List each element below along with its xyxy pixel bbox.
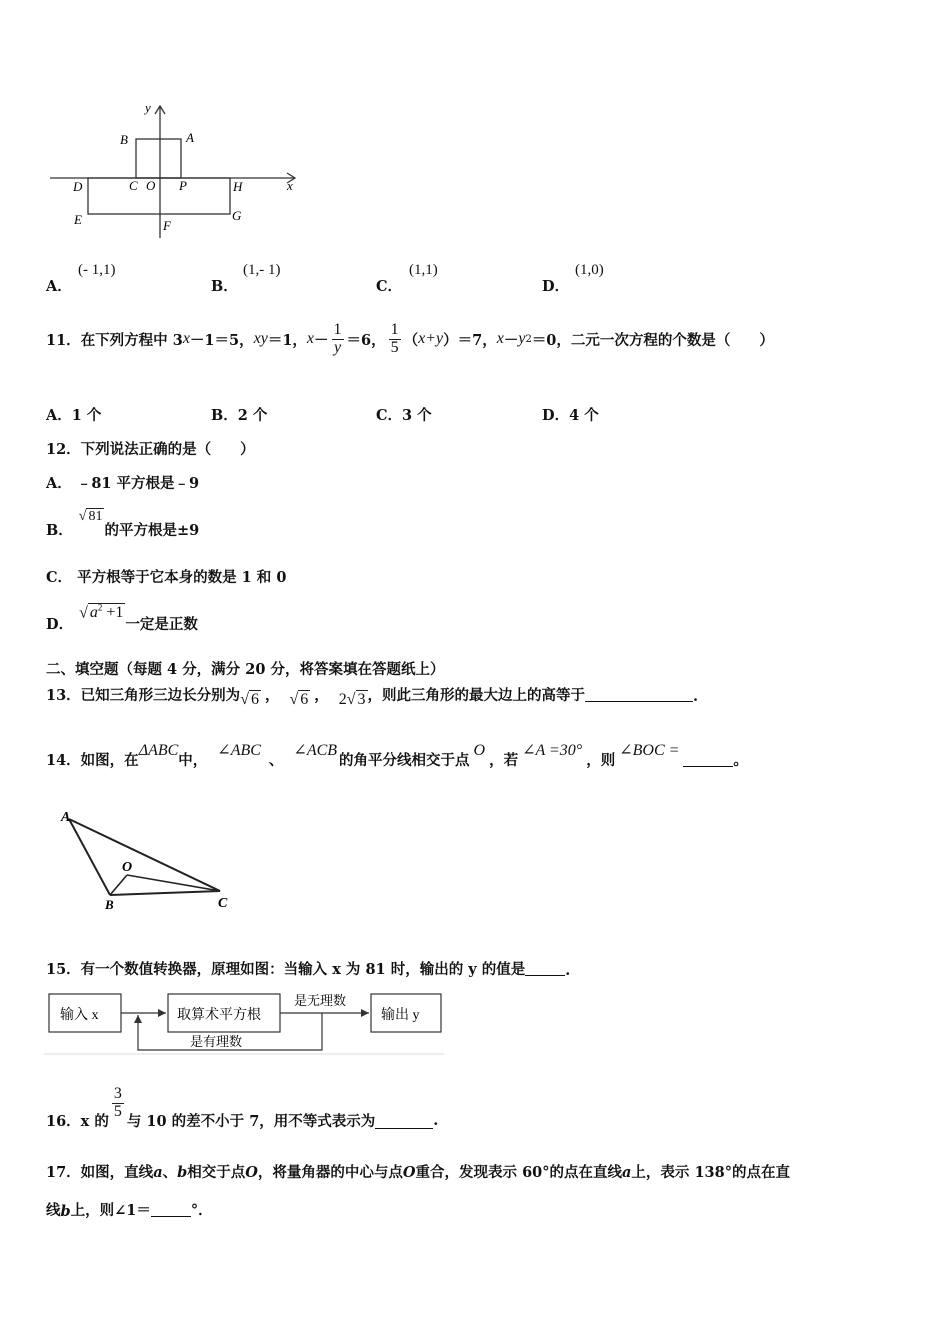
q10-option-d-value: (1,0) <box>575 262 604 278</box>
label-A: A <box>186 130 194 145</box>
q17-text: 、 <box>162 1164 178 1181</box>
label-O: O <box>146 178 156 193</box>
q17-text: ，将量角器的中心与点 <box>257 1164 403 1181</box>
q16-text: . <box>433 1112 439 1129</box>
q10-option-b-value: (1,- 1) <box>243 262 281 278</box>
point-o: O <box>245 1164 258 1181</box>
q14-text: ，则 <box>586 752 616 769</box>
q14-text: 。 <box>733 752 748 769</box>
flow-input: 输入 x <box>60 1008 99 1023</box>
flow-rational: 是有理数 <box>190 1034 243 1049</box>
numerator: 3 <box>113 1085 122 1103</box>
q14-text: 14．如图，在 <box>46 752 139 769</box>
fraction-1-over-y <box>332 322 344 357</box>
line-a: a <box>153 1164 163 1181</box>
label-F: F <box>163 218 171 233</box>
option-value: 3 个 <box>402 407 432 424</box>
q15-text: . <box>565 962 571 979</box>
q11-text: ＝1， <box>267 331 307 349</box>
label-C: C <box>129 178 138 193</box>
q11-var: xy <box>253 330 268 348</box>
q11-text: ＝0，二元一次方程的个数是（ ） <box>531 331 774 349</box>
math-angle-acb: ∠ACB <box>293 742 338 759</box>
option-letter: C． <box>46 569 73 586</box>
option-value: 4 个 <box>569 407 599 424</box>
q16-text: 与 10 的差不小于 7，用不等式表示为 <box>126 1113 376 1130</box>
q12-option-a <box>46 472 199 493</box>
q16-text: 16．x 的 <box>46 1113 109 1130</box>
q11-var: x <box>306 330 315 348</box>
q11-text: － <box>503 331 519 349</box>
q17-text: 17．如图，直线 <box>46 1164 154 1181</box>
radicand: 6 <box>300 691 309 708</box>
q14-text: 的角平分线相交于点 <box>339 752 470 769</box>
label-B: B <box>120 132 128 147</box>
option-letter: A． <box>46 278 72 295</box>
q11-var: y <box>518 330 526 348</box>
answer-blank[interactable] <box>683 765 733 767</box>
q11-var: x+y <box>418 330 444 348</box>
q11-option-b <box>211 404 267 425</box>
denominator: 5 <box>113 1103 122 1120</box>
q14-text: 中， <box>178 752 208 769</box>
question-17-line2 <box>46 1199 213 1220</box>
q12-option-b <box>46 509 199 540</box>
q11-var: x <box>182 330 190 348</box>
q13-text: . <box>693 688 699 705</box>
line-b: b <box>177 1164 188 1181</box>
denominator: 5 <box>390 338 399 356</box>
option-letter: B． <box>211 407 238 424</box>
answer-blank[interactable] <box>525 974 565 976</box>
numerator: 1 <box>333 321 342 338</box>
q10-option-b <box>211 275 238 296</box>
denominator: y <box>333 338 342 356</box>
answer-blank[interactable] <box>585 700 693 702</box>
q10-option-c-value: (1,1) <box>409 262 438 278</box>
point-o: O <box>402 1164 416 1181</box>
label-G: G <box>232 208 242 223</box>
option-letter: B． <box>211 278 238 295</box>
question-17-line1 <box>46 1161 790 1182</box>
q11-text: －1＝5， <box>189 331 254 349</box>
q13-text: ，则此三角形的最大边上的高等于 <box>367 687 586 704</box>
math-triangle-abc: ΔABC <box>138 742 179 759</box>
math-angle-a: ∠A =30° <box>522 742 583 759</box>
tri-label-B: B <box>105 897 114 912</box>
sqrt-6-b: √ 6 <box>289 691 309 708</box>
q13-text: ， <box>264 687 280 704</box>
option-letter: D． <box>542 278 570 295</box>
line-a: a <box>622 1164 632 1181</box>
q11-text: （ <box>403 331 419 349</box>
math-point-o: O <box>473 742 486 759</box>
tri-label-O: O <box>122 860 133 875</box>
math-angle-abc: ∠ABC <box>217 742 261 759</box>
label-H: H <box>233 179 243 194</box>
q11-option-a <box>46 404 101 425</box>
q11-text: ＝6， <box>346 331 386 349</box>
option-letter: C． <box>376 278 403 295</box>
question-14 <box>46 740 748 770</box>
label-D: D <box>73 179 83 194</box>
math-angle-boc: ∠BOC = <box>619 742 680 759</box>
radicand-rest: +1 <box>102 604 124 622</box>
option-text: 一定是正数 <box>125 616 198 633</box>
question-15 <box>46 958 570 979</box>
option-text: 平方根等于它本身的数是 1 和 0 <box>77 569 287 586</box>
exponent: 2 <box>525 333 532 345</box>
var-a: a <box>89 604 98 622</box>
numerator: 1 <box>390 321 399 338</box>
q13-text: 13．已知三角形三边长分别为 <box>46 687 241 704</box>
q17-text: °． <box>190 1202 213 1219</box>
fraction-1-over-5 <box>389 322 401 357</box>
question-11 <box>46 322 774 357</box>
q17-text: 上，表示 138°的点在直 <box>631 1164 790 1181</box>
tri-label-A: A <box>61 810 71 825</box>
fraction-3-over-5 <box>112 1086 124 1121</box>
q14-text: 、 <box>268 752 284 769</box>
question-13 <box>46 684 698 709</box>
coordinate-figure <box>45 98 305 243</box>
line-b: b <box>60 1203 71 1220</box>
q11-option-c <box>376 404 432 425</box>
option-value: 1 个 <box>71 407 102 424</box>
option-letter: D． <box>542 407 570 424</box>
question-12-stem: 12．下列说法正确的是（ ） <box>46 441 255 458</box>
q11-number: 11． <box>46 331 81 349</box>
q11-text: 在下列方程中 3 <box>80 331 183 349</box>
sqrt-6-a: √ 6 <box>240 691 259 708</box>
label-E: E <box>74 212 82 227</box>
q10-option-a <box>46 275 72 296</box>
flow-diagram <box>44 988 446 1056</box>
triangle-figure <box>55 805 245 915</box>
exponent: 2 <box>97 603 103 613</box>
tri-label-C: C <box>218 896 228 911</box>
q14-text: ，若 <box>489 752 519 769</box>
option-text: 的平方根是±9 <box>104 522 200 539</box>
q11-text: ）＝7， <box>443 331 497 349</box>
answer-blank[interactable] <box>151 1215 191 1217</box>
label-x: x <box>287 178 293 193</box>
q11-text: － <box>314 331 329 349</box>
option-letter: D． <box>46 616 74 633</box>
radicand: 3 <box>357 691 366 708</box>
q12-option-d <box>46 603 198 634</box>
option-text: ﹣81 平方根是﹣9 <box>76 475 200 492</box>
flow-output: 输出 y <box>381 1008 420 1023</box>
flow-process: 取算术平方根 <box>177 1008 261 1023</box>
answer-blank[interactable] <box>375 1127 433 1129</box>
q17-text: 上，则∠1＝ <box>70 1202 151 1219</box>
q10-option-c <box>376 275 402 296</box>
q17-text: 线 <box>46 1202 61 1219</box>
q11-var: x <box>496 330 504 348</box>
flow-irrational: 是无理数 <box>294 993 347 1008</box>
q10-option-d <box>542 275 569 296</box>
q15-text: 15．有一个数值转换器，原理如图：当输入 x 为 81 时，输出的 y 的值是 <box>46 961 526 978</box>
coefficient: 2 <box>338 691 347 708</box>
label-y: y <box>145 100 151 115</box>
q13-text: ， <box>314 687 329 704</box>
two-sqrt-3: 2√ 3 <box>338 691 366 708</box>
option-letter: A． <box>46 475 72 492</box>
label-P: P <box>179 178 187 193</box>
radicand: 81 <box>88 509 103 524</box>
sqrt-81: √ 81 <box>78 509 103 524</box>
option-letter: B． <box>46 522 73 539</box>
option-letter: C． <box>376 407 403 424</box>
section-title: 二、填空题（每题 4 分，满分 20 分，将答案填在答题纸上） <box>46 661 445 678</box>
sqrt-a2-plus-1: √ $a^2 +1$ <box>79 603 124 622</box>
question-16 <box>46 1076 438 1131</box>
q11-option-d <box>542 404 599 425</box>
option-letter: A． <box>46 407 72 424</box>
q12-option-c <box>46 566 286 587</box>
q10-option-a-value: (- 1,1) <box>78 262 116 278</box>
q17-text: 重合，发现表示 60°的点在直线 <box>415 1164 622 1181</box>
q17-text: 相交于点 <box>187 1164 246 1181</box>
option-value: 2 个 <box>237 407 268 424</box>
radicand: 6 <box>250 691 259 708</box>
